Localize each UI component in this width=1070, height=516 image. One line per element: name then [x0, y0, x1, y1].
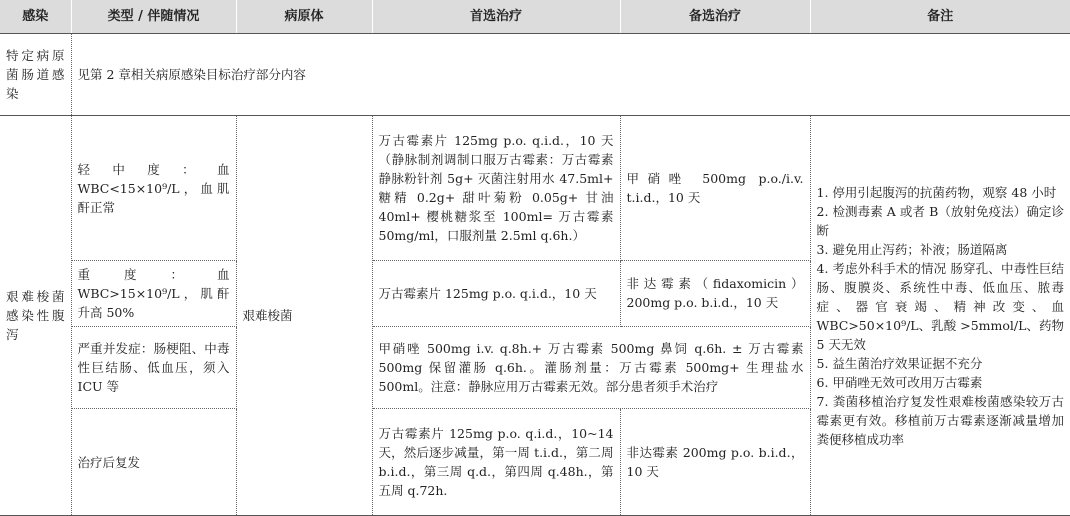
type-relapse: 治疗后复发 [71, 409, 236, 516]
header-first-choice: 首选治疗 [372, 0, 620, 33]
note-6: 6. 甲硝唑无效可改用万古霉素 [816, 374, 983, 390]
infection-specific-pathogen: 特定病原菌肠道感染 [0, 33, 71, 116]
pathogen-cdi: 艰难梭菌 [236, 116, 372, 516]
header-row [0, 0, 1070, 33]
header-notes: 备注 [810, 0, 1070, 33]
note-3: 3. 避免用止泻药；补液；肠道隔离 [816, 241, 1008, 257]
header-type: 类型 / 伴随情况 [71, 0, 236, 33]
type-mild: 轻中度：血 WBC<15×10⁹/L，血肌酐正常 [71, 116, 236, 261]
header-alternative: 备选治疗 [620, 0, 810, 33]
first-choice-complicated: 甲硝唑 500mg i.v. q.8h.+ 万古霉素 500mg 鼻饲 q.6h. ± 万古霉素 500mg 保留灌肠 q.6h.。灌肠剂量：万古霉素 500mg+ 生理盐水 500ml。注意：静脉应用万古霉素无效。部分患者须手术治疗 [372, 326, 810, 409]
header-infection: 感染 [0, 0, 71, 33]
header-pathogen: 病原体 [236, 0, 372, 33]
alternative-severe: 非达霉素（fidaxomicin）200mg p.o. b.i.d.，10 天 [620, 261, 810, 326]
first-choice-severe: 万古霉素片 125mg p.o. q.i.d.，10 天 [372, 261, 620, 326]
note-1: 1. 停用引起腹泻的抗菌药物，观察 48 小时 [816, 184, 1057, 200]
note-2: 2. 检测毒素 A 或者 B（放射免疫法）确定诊断 [816, 203, 1064, 238]
table-row [0, 116, 1070, 261]
type-complicated: 严重并发症：肠梗阻、中毒性巨结肠、低血压，须入 ICU 等 [71, 326, 236, 409]
first-choice-relapse: 万古霉素片 125mg p.o. q.i.d.，10~14 天，然后逐步减量，第一周 t.i.d.，第二周 b.i.d.，第三周 q.d.，第四周 q.48h.，第五周 q.72h. [372, 409, 620, 516]
note-7: 7. 粪菌移植治疗复发性艰难梭菌感染较万古霉素更有效。移植前万古霉素逐渐减量增加粪便移植成功率 [816, 393, 1064, 447]
alternative-relapse: 非达霉素 200mg p.o. b.i.d.，10 天 [620, 409, 810, 516]
notes-cell [810, 116, 1070, 516]
note-5: 5. 益生菌治疗效果证据不充分 [816, 355, 983, 371]
table-row [0, 33, 1070, 116]
type-severe: 重度：血 WBC>15×10⁹/L，肌酐升高 50% [71, 261, 236, 326]
specific-pathogen-reference: 见第 2 章相关病原感染目标治疗部分内容 [71, 33, 1070, 116]
note-4: 4. 考虑外科手术的情况 肠穿孔、中毒性巨结肠、腹膜炎、系统性中毒、低血压、脓毒症、器官衰竭、精神改变、血 WBC>50×10⁹/L、乳酸 >5mmol/L、药物 5 天无效 [816, 260, 1064, 352]
first-choice-mild: 万古霉素片 125mg p.o. q.i.d.，10 天（静脉制剂调制口服万古霉素：万古霉素静脉粉针剂 5g+ 灭菌注射用水 47.5ml+ 糖精 0.2g+ 甜叶菊粉 0.05g+ 甘油 40ml+ 樱桃糖浆至 100ml= 万古霉素 50mg/ml，口服剂量 2.5ml q.6h.） [372, 116, 620, 261]
infection-cdi: 艰难梭菌感染性腹泻 [0, 116, 71, 516]
alternative-mild: 甲硝唑 500mg p.o./i.v. t.i.d.，10 天 [620, 116, 810, 261]
